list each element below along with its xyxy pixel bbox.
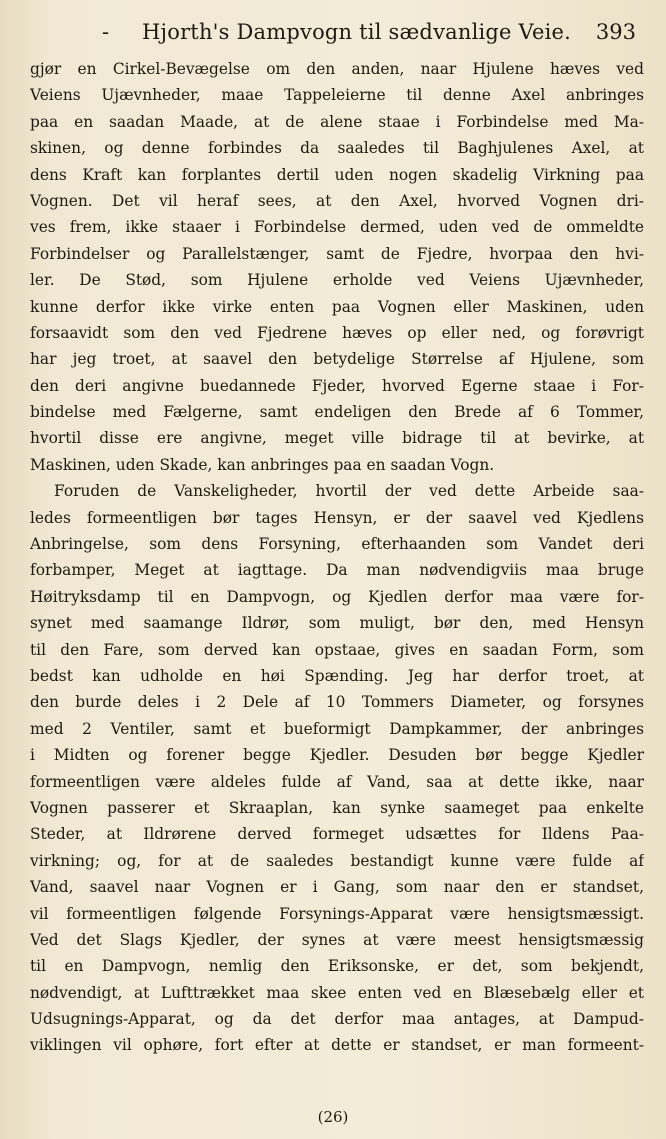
- text-line: hvortil disse ere angivne, meget ville bidrage til at bevirke, at: [30, 429, 644, 448]
- text-line: Vognen passerer et Skraaplan, kan synke saameget paa enkelte: [30, 798, 644, 817]
- text-line: nødvendigt, at Lufttrækket maa skee enten ved en Blæsebælg eller et: [30, 983, 644, 1002]
- text-line: den burde deles i 2 Dele af 10 Tommers Diameter, og forsynes: [30, 693, 644, 712]
- text-line: skinen, og denne forbindes da saaledes til Baghjulenes Axel, at: [30, 139, 644, 158]
- text-line: kunne derfor ikke virke enten paa Vognen eller Maskinen, uden: [30, 297, 644, 316]
- text-line: den deri angivne buedannede Fjeder, hvorved Egerne staae i For-: [30, 376, 644, 395]
- text-line: i Midten og forener begge Kjedler. Desuden bør begge Kjedler: [30, 746, 644, 765]
- text-line: Forbindelser og Parallelstænger, samt de Fjedre, hvorpaa den hvi-: [30, 244, 644, 263]
- text-line: forbamper, Meget at iagttage. Da man nødvendigviis maa bruge: [30, 561, 644, 580]
- text-line: ves frem, ikke staaer i Forbindelse dermed, uden ved de ommeldte: [30, 218, 644, 237]
- text-line: bindelse med Fælgerne, samt endeligen den Brede af 6 Tommer,: [30, 403, 644, 422]
- text-line: Udsugnings-Apparat, og da det derfor maa antages, at Dampud-: [30, 1010, 644, 1029]
- page-number: 393: [595, 20, 636, 44]
- text-line: Veiens Ujævnheder, maae Tappeleierne til denne Axel anbringes: [30, 86, 644, 105]
- text-line: virkning; og, for at de saaledes bestandigt kunne være fulde af: [30, 851, 644, 870]
- text-line: med 2 Ventiler, samt et bueformigt Dampkammer, der anbringes: [30, 719, 644, 738]
- text-line: til den Fare, som derved kan opstaae, gives en saadan Form, som: [30, 640, 644, 659]
- running-header: [30, 14, 644, 50]
- text-line: ler. De Stød, som Hjulene erholde ved Veiens Ujævnheder,: [30, 271, 644, 290]
- text-line: viklingen vil ophøre, fort efter at dette er standset, er man formeent-: [30, 1036, 644, 1055]
- text-line: dens Kraft kan forplantes dertil uden nogen skadelig Virkning paa: [30, 165, 644, 184]
- text-line: bedst kan udholde en høi Spænding. Jeg har derfor troet, at: [30, 666, 644, 685]
- signature-mark: (26): [317, 1108, 349, 1126]
- header-dash: -: [102, 20, 110, 44]
- text-line: gjør en Cirkel-Bevægelse om den anden, naar Hjulene hæves ved: [30, 60, 644, 78]
- text-line: vil formeentligen følgende Forsynings-Apparat være hensigtsmæssigt.: [30, 904, 644, 923]
- text-line: paa en saadan Maade, at de alene staae i Forbindelse med Ma-: [30, 112, 644, 131]
- text-line: Vand, saavel naar Vognen er i Gang, som naar den er standset,: [30, 878, 644, 897]
- text-line: Høitryksdamp til en Dampvogn, og Kjedlen derfor maa være for-: [30, 587, 644, 606]
- text-line: Maskinen, uden Skade, kan anbringes paa en saadan Vogn.: [30, 455, 495, 474]
- running-title: Hjorth's Dampvogn til sædvanlige Veie.: [142, 20, 572, 44]
- text-line: Steder, at Ildrørene derved formeget udsættes for Ildens Paa-: [30, 825, 644, 844]
- text-line: til en Dampvogn, nemlig den Eriksonske, er det, som bekjendt,: [30, 957, 644, 976]
- text-line: Anbringelse, som dens Forsyning, efterhaanden som Vandet deri: [30, 535, 644, 554]
- text-line: formeentligen være aldeles fulde af Vand, saa at dette ikke, naar: [30, 772, 644, 791]
- text-line: ledes formeentligen bør tages Hensyn, er der saavel ved Kjedlens: [30, 508, 644, 527]
- text-line: Foruden de Vanskeligheder, hvortil der ved dette Arbeide saa-: [54, 482, 644, 501]
- text-line: Ved det Slags Kjedler, der synes at være meest hensigtsmæssig: [30, 930, 644, 949]
- text-line: synet med saamange Ildrør, som muligt, bør den, med Hensyn: [30, 614, 644, 633]
- body-text: [30, 56, 644, 1059]
- text-line: Vognen. Det vil heraf sees, at den Axel, hvorved Vognen dri-: [30, 191, 644, 210]
- text-line: forsaavidt som den ved Fjedrene hæves op eller ned, og forøvrigt: [30, 323, 644, 342]
- text-line: har jeg troet, at saavel den betydelige Størrelse af Hjulene, som: [30, 350, 644, 369]
